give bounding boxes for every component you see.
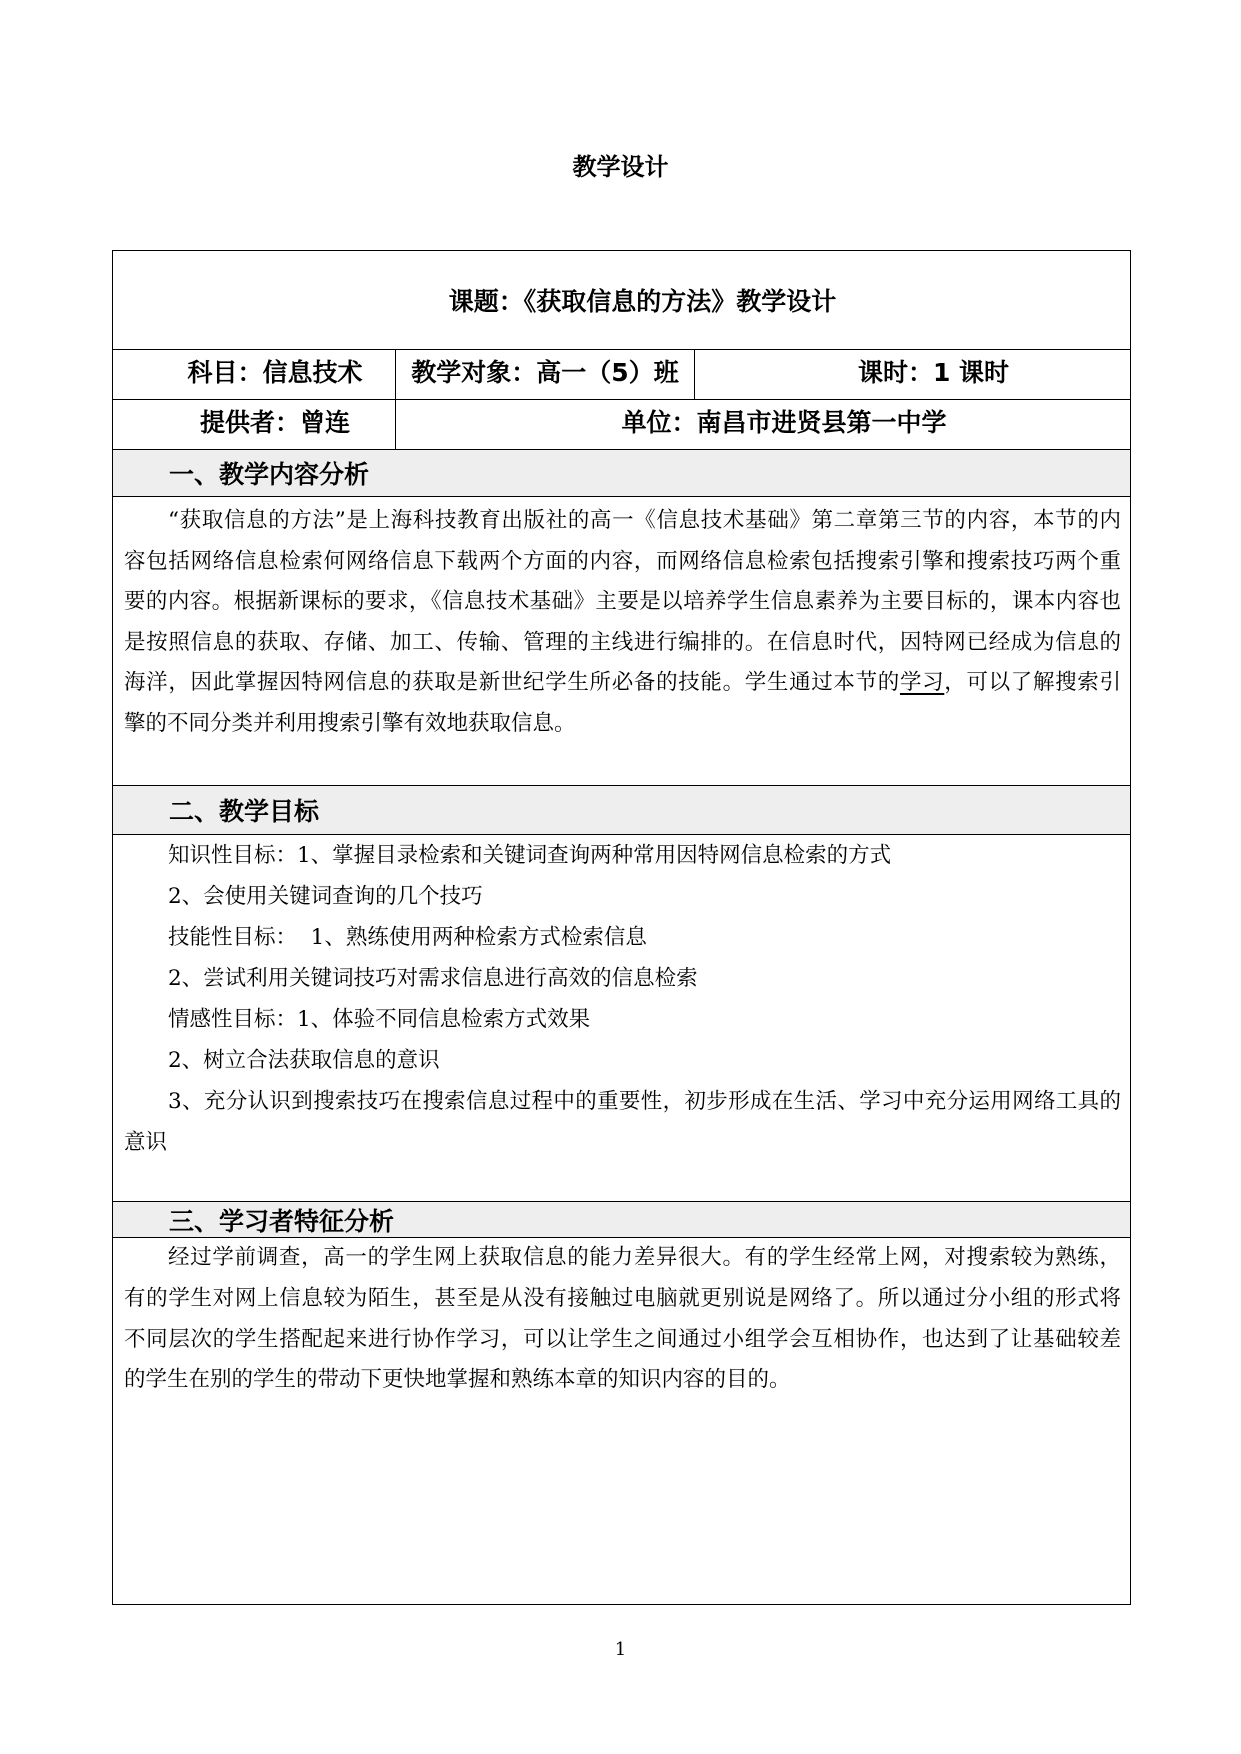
content-line: 容包括网络信息检索何网络信息下载两个方面的内容，而网络信息检索包括搜索引擎和搜索技巧两个重 bbox=[124, 548, 1121, 574]
goal-line: 情感性目标：1、体验不同信息检索方式效果 bbox=[168, 1007, 591, 1032]
goal-line: 技能性目标： 1、熟练使用两种检索方式检索信息 bbox=[168, 925, 647, 950]
duration-cell: 课时：1 课时 bbox=[857, 357, 1010, 387]
page-number: 1 bbox=[614, 1639, 627, 1660]
content-line: “获取信息的方法”是上海科技教育出版社的高一《信息技术基础》第二章第三节的内容，本节的内 bbox=[168, 508, 1121, 533]
content-line-text: ，可以了解搜索引 bbox=[944, 670, 1121, 696]
unit-cell: 单位：南昌市进贤县第一中学 bbox=[621, 407, 947, 437]
content-line: 是按照信息的获取、存储、加工、传输、管理的主线进行编排的。在信息时代，因特网已经成为信息的 bbox=[124, 629, 1121, 655]
section-heading-content-analysis: 一、教学内容分析 bbox=[113, 450, 1130, 497]
content-line-text: 海洋，因此掌握因特网信息的获取是新世纪学生所必备的技能。学生通过本节的 bbox=[124, 670, 900, 696]
content-line bbox=[124, 663, 1121, 704]
topic-row bbox=[113, 251, 1130, 350]
goal-line: 2、尝试利用关键词技巧对需求信息进行高效的信息检索 bbox=[168, 966, 698, 991]
section-heading-teaching-goals: 二、教学目标 bbox=[113, 786, 1130, 835]
learner-line: 不同层次的学生搭配起来进行协作学习，可以让学生之间通过小组学会互相协作，也达到了让基础较差 bbox=[124, 1326, 1121, 1352]
lesson-plan-table bbox=[112, 250, 1131, 1605]
underlined-link-text[interactable]: 学习 bbox=[899, 670, 945, 696]
provider-cell: 提供者：曾连 bbox=[113, 400, 396, 449]
learner-line: 有的学生对网上信息较为陌生，甚至是从没有接触过电脑就更别说是网络了。所以通过分小组的形式将 bbox=[124, 1285, 1121, 1311]
section-body-content-analysis bbox=[113, 497, 1130, 786]
info-row-subject bbox=[113, 350, 1130, 400]
subject-cell: 科目：信息技术 bbox=[113, 350, 396, 399]
goal-line: 知识性目标：1、掌握目录检索和关键词查询两种常用因特网信息检索的方式 bbox=[168, 843, 892, 868]
content-line: 擎的不同分类并利用搜索引擎有效地获取信息。 bbox=[124, 710, 576, 736]
learner-line: 的学生在别的学生的带动下更快地掌握和熟练本章的知识内容的目的。 bbox=[124, 1367, 791, 1393]
info-row-provider bbox=[113, 400, 1130, 450]
goal-line: 意识 bbox=[124, 1130, 168, 1155]
learner-line: 经过学前调查，高一的学生网上获取信息的能力差异很大。有的学生经常上网，对搜索较为熟练， bbox=[168, 1245, 1121, 1270]
section-heading-learner-analysis: 三、学习者特征分析 bbox=[113, 1202, 1130, 1238]
document-title: 教学设计 bbox=[572, 152, 669, 181]
audience-cell: 教学对象：高一（5）班 bbox=[396, 350, 695, 399]
goal-line: 2、会使用关键词查询的几个技巧 bbox=[168, 884, 483, 909]
section-body-teaching-goals bbox=[113, 835, 1130, 1202]
section-body-learner-analysis bbox=[113, 1238, 1130, 1604]
content-line: 要的内容。根据新课标的要求，《信息技术基础》主要是以培养学生信息素养为主要目标的，课本内容也 bbox=[124, 589, 1121, 615]
goal-line: 2、树立合法获取信息的意识 bbox=[168, 1048, 440, 1073]
topic-title: 课题：《获取信息的方法》教学设计 bbox=[448, 287, 837, 316]
goal-line: 3、充分认识到搜索技巧在搜索信息过程中的重要性，初步形成在生活、学习中充分运用网络工具的 bbox=[168, 1089, 1121, 1114]
